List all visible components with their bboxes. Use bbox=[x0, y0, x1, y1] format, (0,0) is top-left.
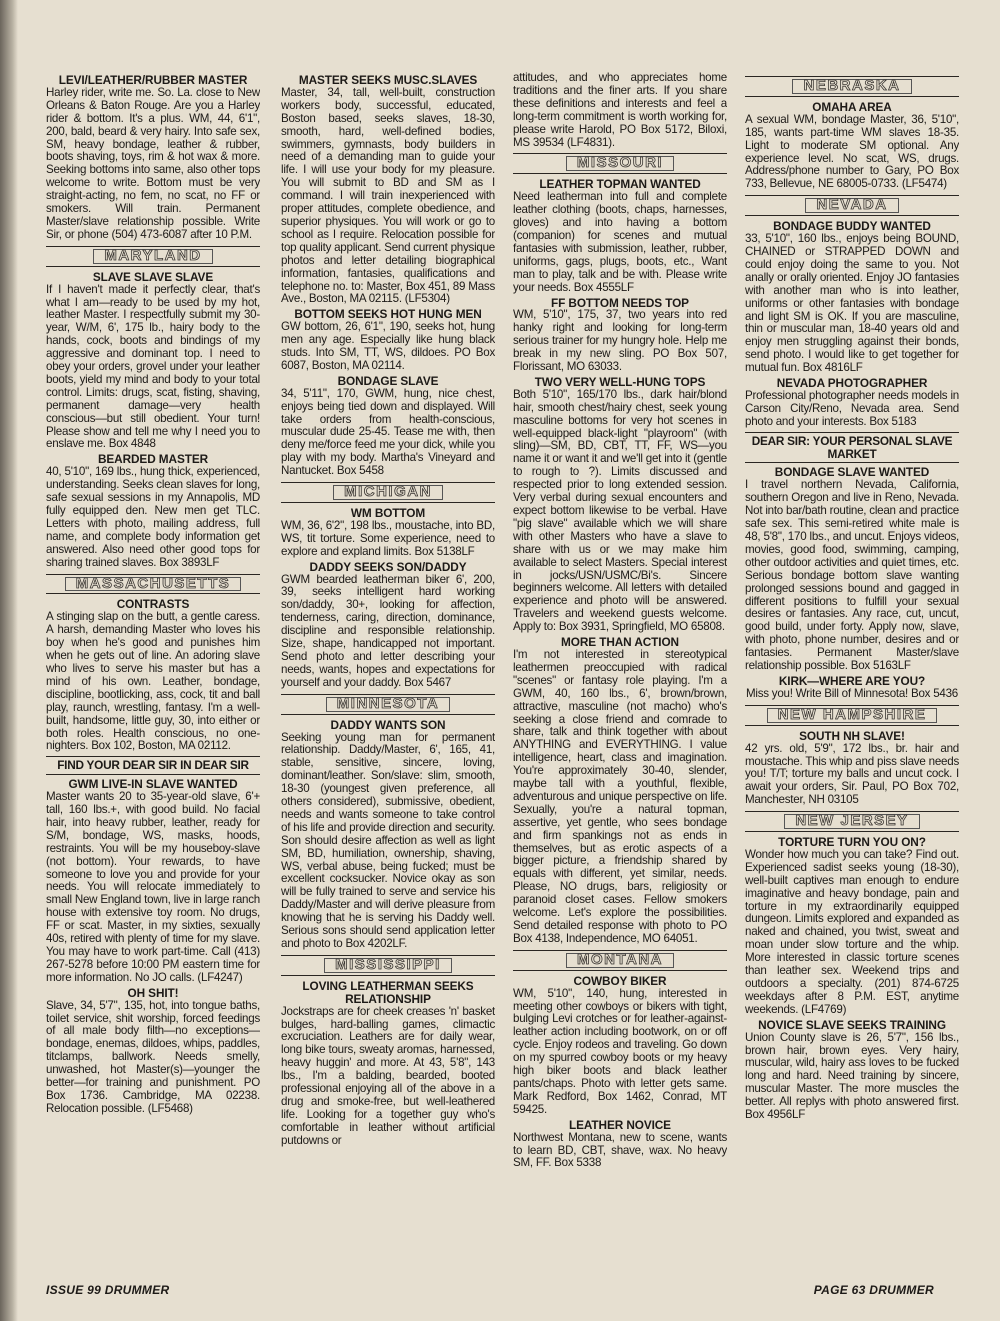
ad-headline: WM BOTTOM bbox=[350, 506, 426, 520]
ad-text: GWM bearded leatherman biker 6', 200, 39, seeks intelligent hard working son/daddy, 30+, looking for affection, tenderness, caring, direction, dominance, discipline and responsible relationship. Size, shape, handicapped not important. Send photo and letter describing your needs, wants, hopes and expectations for yourself and your daddy. Box 5467 bbox=[281, 572, 495, 689]
ad-text: 40, 5'10", 169 lbs., hung thick, experienced, understanding. Seeks clean slaves for long, safe sexual sessions in my Annapolis, MD fully equipped den. New men get TLC. Letters with photo, mailing address, full name, and complete body information get answered. Also need other good tops for sharing trained slaves. Box 3893LF bbox=[46, 465, 260, 569]
ad-headline: BONDAGE SLAVE bbox=[337, 373, 439, 388]
ad-headline: MASTER SEEKS MUSC.SLAVES bbox=[298, 73, 478, 87]
state-name: MONTANA bbox=[566, 953, 674, 968]
ad-text: Need leatherman into full and complete leather clothing (boots, chaps, harnesses, gloves) and into having a bottom (companion) for scenes and mutual fantasies with submission, leather, rubber, uniforms, gags, plugs, boots, etc., Want man to play, talk and be with. Please write your needs. Box 4555LF bbox=[513, 190, 727, 294]
state-section-header bbox=[513, 153, 727, 174]
state-section-header bbox=[745, 76, 959, 97]
ad-text: Northwest Montana, new to scene, wants to learn BD, CBT, shave, wax. No heavy SM, FF. Box 5338 bbox=[513, 1130, 727, 1170]
ad-text: Miss you! Write Bill of Minnesota! Box 5436 bbox=[746, 686, 958, 700]
state-name: MICHIGAN bbox=[333, 485, 443, 500]
ad-text: Both 5'10", 165/170 lbs., dark hair/blond hair, smooth chest/hairy chest, seek young masculine bottoms for very hot scenes in well-equipped black-light "playroom" (with sling)—SM, BD, CBT, TT, FF, WS—you name it or want it and we'll get into it (gentle to rough to ?). Limits discussed and respected prior to long extended session. Very verbal during sexual encounters and expect bottom likewise to be verbal. Have "pig slave" available which we will share with other Masters who have a slave to share with us or we may make him available to select Masters. Special interest in jocks/USN/USMC/Bi's. Sincere beginners welcome. All letters with detailed experience and photo will be answered. Travelers and weekend guests welcome. Apply to: Box 3931, Springfield, MO 65808. bbox=[513, 387, 727, 634]
state-name: MISSISSIPPI bbox=[324, 958, 452, 973]
ad-headline: FF BOTTOM NEEDS TOP bbox=[551, 295, 689, 310]
ad-headline: KIRK—WHERE ARE YOU? bbox=[778, 673, 926, 688]
ad-headline: COWBOY BIKER bbox=[573, 973, 667, 988]
state-name: MISSOURI bbox=[566, 156, 674, 171]
ad-headline: LOVING LEATHERMAN SEEKS RELATIONSHIP bbox=[302, 978, 474, 1006]
column-4 bbox=[745, 72, 959, 1272]
state-section-header bbox=[281, 694, 495, 715]
issue-footer: ISSUE 99 DRUMMER bbox=[46, 1283, 170, 1297]
ad-text: Wonder how much you can take? Find out. Experienced sadist seeks young (18-30), well-built captives man enough to endure imaginative and heavy bondage, pain and torture in my extraordinarily equipped dungeon. Limits explored and expanded as naked and chained, you twist, sweat and moan under slow torture and the whip. More interested in classic torture scenes than leather sex. Weekend trips and outdoors a specialty. (201) 874-6725 weekdays after 8 P.M. EST, anytime weekends. (LF4769) bbox=[745, 847, 959, 1016]
ad-text: attitudes, and who appreciates home traditions and the finer arts. If you share these definitions and interests and feel a long-term commitment is worth working for, please write Harold, PO Box 5172, Biloxi, MS 39534 (LF4831). bbox=[513, 72, 727, 149]
ad-headline: SOUTH NH SLAVE! bbox=[799, 728, 905, 743]
column-1 bbox=[46, 72, 260, 1272]
page-number-footer: PAGE 63 DRUMMER bbox=[813, 1283, 934, 1297]
ad-text: GW bottom, 26, 6'1", 190, seeks hot, hung men any age. Especially like hung black studs. Into SM, TT, WS, dildoes. PO Box 6087, Boston, MA 02114. bbox=[281, 320, 495, 372]
state-section-header bbox=[745, 195, 959, 216]
ad-text: WM, 5'10", 140, hung, interested in meeting other cowboys or bikers with tight, bulging Levi crotches or for leather-against-leather action including bootwork, on or off cycle. Enjoy rodeos and traveling. Go down on my spurred cowboy boots or my heavy high biker boots and black leather pants/chaps. Photo with letter gets same. Mark Redford, Box 1462, Conrad, MT 59425. bbox=[513, 986, 727, 1116]
promo-banner: DEAR SIR: YOUR PERSONAL SLAVE MARKET bbox=[745, 432, 959, 464]
ad-headline: MORE THAN ACTION bbox=[561, 635, 679, 650]
ad-headline: NEVADA PHOTOGRAPHER bbox=[776, 376, 928, 391]
ad-text: Professional photographer needs models in Carson City/Reno, Nevada area. Send photo and your interests. Box 5183 bbox=[745, 388, 959, 428]
ad-headline: BOTTOM SEEKS HOT HUNG MEN bbox=[294, 307, 482, 322]
state-name: NEW JERSEY bbox=[784, 814, 919, 829]
state-name: MASSACHUSETTS bbox=[65, 577, 242, 592]
ad-text: Slave, 34, 5'7", 135, hot, into tongue baths, toilet service, shit worship, forced feedings of all male body filth—no exceptions—bondage, enemas, dildoes, whips, paddles, titclamps, ballwork. Needs smelly, unwashed, hot Master(s)—younger the better—for training and punishment. PO Box 1736. Cambridge, MA 02238. Relocation possible. (LF5468) bbox=[46, 998, 260, 1115]
state-section-header bbox=[46, 246, 260, 267]
state-name: MARYLAND bbox=[93, 249, 212, 264]
state-section-header bbox=[281, 955, 495, 976]
state-section-header bbox=[281, 482, 495, 503]
ad-headline: LEATHER TOPMAN WANTED bbox=[539, 177, 701, 192]
state-section-header bbox=[745, 705, 959, 726]
ad-headline: OH SHIT! bbox=[127, 985, 179, 1000]
ad-text: Master wants 20 to 35-year-old slave, 6'+ tall, 160 lbs.+, with good build. No facial hair, into heavy rubber, leather, ready for S/M, bondage, WS, masks, hoods, restraints. You will be my houseboy-slave (not bottom). Your rewards, to have someone to love you and provide for your needs. You will relocate immediately to small New England town, live in large ranch house with extensive toy room. No drugs, FF or scat. Master, in my sixties, sexually 40s, retired with plenty of time for my slave. You may have to work part-time. Call (413) 267-5278 before 10:00 PM eastern time for more information. No JO calls. (LF4247) bbox=[46, 790, 260, 984]
ad-text: WM, 5'10", 175, 37, two years into red hanky right and looking for long-term serious trainer for my hungry hole. Help me break in my new sling. PO Box 507, Florissant, MO 63033. bbox=[513, 308, 727, 374]
ad-text: Master, 34, tall, well-built, construction workers body, successful, educated, Boston based, seeks slaves, 18-30, smooth, hard, well-defined bodies, swimmers, gymnasts, body builders in need of a demanding man to guide your life. I will use your body for my pleasure. You will submit to BD and SM as I command. I will train inexperienced with proper attitudes, complete obedience, and superior physiques. You will work or go to school as I require. Relocation possible for top quality applicant. Send current physique photos and letter detailing biographical information, fantasies, qualifications and telephone no. to: Master, Box 451, 89 Mass Ave., Boston, MA 02115. (LF5304) bbox=[281, 85, 495, 306]
ad-text: I'm not interested in stereotypical leathermen preoccupied with radical "scenes" or fantasy role playing. I'm a GWM, 40, 160 lbs., 6', brown/brown, attractive, masculine (not macho) who's seeking a close friend and comrade to share, talk and think together with about ANYTHING and EVERYTHING. I value intelligence, heart, class and imagination. You're approximately 30-40, slender, maybe tall with a youthful, flexible, adventurous and unique perspective on life. Sexually, you're a natural topman, assertive, yet gentle, who sees bondage and firm spankings not as ends in themselves, but as erotic aspects of a bigger picture, a friendship shared by equals with different, yet similar, needs. Please, NO drugs, bars, religiosity or paranoid closet cases. Fellow smokers welcome. Let's explore the possibilities. Send detailed response with photo to PO Box 4138, Independence, MO 64051. bbox=[513, 647, 727, 945]
column-2 bbox=[281, 72, 495, 1272]
state-name: NEVADA bbox=[805, 198, 898, 213]
ad-headline: TORTURE TURN YOU ON? bbox=[778, 835, 926, 850]
column-3 bbox=[513, 72, 727, 1272]
ad-headline: SLAVE SLAVE SLAVE bbox=[92, 269, 214, 284]
state-section-header bbox=[513, 950, 727, 971]
ad-headline: DADDY WANTS SON bbox=[330, 717, 446, 732]
ad-text: A stinging slap on the butt, a gentle caress. A harsh, demanding Master who loves his boy when he's good and punishes him when he gets out of line. An adoring slave who lives to serve his master but has a mind of his own. Leather, bondage, discipline, bootlicking, ass, cock, tit and ball play, raunch, wrestling, fantasy. I'm a well-built, handsome, little guy, 30, into either or both roles. Health conscious, no one-nighters. Box 102, Boston, MA 02112. bbox=[46, 610, 260, 753]
ad-headline: TWO VERY WELL-HUNG TOPS bbox=[534, 374, 706, 389]
state-section-header bbox=[745, 811, 959, 832]
state-section-header bbox=[46, 574, 260, 595]
ad-text: If I haven't made it perfectly clear, that's what I am—ready to be used by my hot, leather Master. I respectfully submit my 30-year, W/M, 6', 175 lb., hairy body to the hands, cock, boots and bindings of my aggressive and dominant top. I need to obey your orders, grovel under your leather boots, yield my mind and body to your total control. Limits: drugs, scat, fisting, shaving, permanent damage—very health conscious—but still obedient. Your turn! Please show and tell me why I need you to enslave me. Box 4848 bbox=[46, 282, 260, 451]
ad-headline: GWM LIVE-IN SLAVE WANTED bbox=[68, 777, 238, 792]
ad-text: 42 yrs. old, 5'9", 172 lbs., br. hair and moustache. This whip and piss slave needs you! T/T; torture my balls and uncut cock. I await your orders, Sir. Paul, PO Box 702, Manchester, NH 03105 bbox=[745, 741, 959, 807]
ad-headline: OMAHA AREA bbox=[812, 99, 892, 114]
ad-headline: BONDAGE SLAVE WANTED bbox=[774, 465, 930, 480]
ad-text: Jockstraps are for cheek creases 'n' basket bulges, hard-balling games, climactic excruciation. Leathers are for daily wear, long bike tours, sweaty aromas, harnessed, heavy huggin' and more. At 43, 5'8", 143 lbs., I'm a balding, bearded, booted professional enjoying all of the above in a drug and smoke-free, but well-leathered life. Looking for a together guy who's comfortable in leather without artificial putdowns or bbox=[281, 1004, 495, 1147]
ad-text: 34, 5'11", 170, GWM, hung, nice chest, enjoys being tied down and displayed. Will take orders from health-conscious, muscular dude 25-45. Tease me with, then deny me/force feed me your dick, while you play with my body. Martha's Vineyard and Nantucket. Box 5458 bbox=[281, 386, 495, 478]
ad-text: 33, 5'10", 160 lbs., enjoys being BOUND, CHAINED or STRAPPED DOWN and could enjoy doing the same to you. Not anally or orally oriented. Enjoy JO fantasies with another man who is into leather, uniforms or other fantasies with bondage and light SM is OK. If you are masculine, thin or muscular man, 18-40 years old and enjoy men struggling against their bonds, send photo. I would like to get together for mutual fun. Box 4816LF bbox=[745, 232, 959, 375]
ad-headline: BONDAGE BUDDY WANTED bbox=[773, 219, 931, 234]
state-name: NEBRASKA bbox=[792, 79, 911, 94]
page-binding-edge bbox=[0, 0, 18, 1321]
ad-text: Union County slave is 26, 5'7", 156 lbs., brown hair, brown eyes. Very hairy, muscular, wild, hairy ass loves to be fucked long and hard. Need training by sincere, muscular Master. The more muscles the better. All replys with photo answered first. Box 4956LF bbox=[745, 1030, 959, 1122]
ad-headline: BEARDED MASTER bbox=[97, 452, 209, 467]
ad-text: I travel northern Nevada, California, southern Oregon and live in Reno, Nevada. Not into bar/bath routine, clean and practice safe sex. This semi-retired white male is 48, 5'8", 170 lbs., and uncut. Enjoys videos, movies, good food, swimming, camping, other outdoor activities and quiet times, etc. Serious bondage bottom slave wanting prolonged sessions bound and gagged in different positions to fulfill your sexual desires or fantasies. Any race, cut, uncut, good build, under forty. Apply now, slave, with photo, phone number, desires and or fantasies. Permanent Master/slave relationship possible. Box 5163LF bbox=[745, 478, 959, 673]
state-name: MINNESOTA bbox=[326, 697, 450, 712]
ad-headline: CONTRASTS bbox=[116, 597, 190, 612]
ad-headline: LEVI/LEATHER/RUBBER MASTER bbox=[58, 73, 248, 87]
ad-text: Seeking young man for permanent relationship. Daddy/Master, 6', 165, 41, stable, sensitive, sincere, loving, dominant/leather. Son/slave: slim, smooth, 18-30 (youngest given preference, all others considered), submissive, obedient, needs and wants someone to take control of his life and provide direction and security. Son should desire affection as well as light SM, BD, humiliation, ownership, shaving, WS, verbal abuse, being fucked; must be excellent cocksucker. Novice okay as son will be fully trained to serve and service his Daddy/Master and will derive pleasure from knowing that he is serving his Daddy well. Serious sons should send application letter and photo to Box 4202LF. bbox=[281, 730, 495, 950]
ad-text: Harley rider, write me. So. La. close to New Orleans & Baton Rouge. Are you a Harley rider & bottom. It's a plus. WM, 44, 6'1", 200, bald, beard & very hairy. Into safe sex, SM, heavy bondage, leather & rubber, boots shaving, toys, rim & hot wax & more. Seeking bottoms into same, also other tops welcome to write. Bottom must be very straight-acting, no fem, no scat, no FF or smokers. Will train. Permanent Master/slave relationship possible. Write Sir, or phone (504) 473-6087 after 10 P.M. bbox=[46, 85, 260, 241]
state-name: NEW HAMPSHIRE bbox=[767, 708, 938, 723]
ad-text: WM, 36, 6'2", 198 lbs., moustache, into BD, WS, tit torture. Some experience, need to explore and expland limits. Box 5138LF bbox=[281, 518, 495, 558]
ad-headline: NOVICE SLAVE SEEKS TRAINING bbox=[758, 1017, 946, 1032]
ad-headline: DADDY SEEKS SON/DADDY bbox=[309, 559, 467, 574]
ad-headline: LEATHER NOVICE bbox=[569, 1117, 671, 1132]
ad-text: A sexual WM, bondage Master, 36, 5'10", 185, wants part-time WM slaves 18-35. Light to moderate SM optional. Any experience level. No scat, WS, drugs. Address/phone number to Gary, PO Box 733, Bellevue, NE 68005-0733. (LF5474) bbox=[745, 112, 959, 191]
promo-banner: FIND YOUR DEAR SIR IN DEAR SIR bbox=[46, 756, 260, 775]
